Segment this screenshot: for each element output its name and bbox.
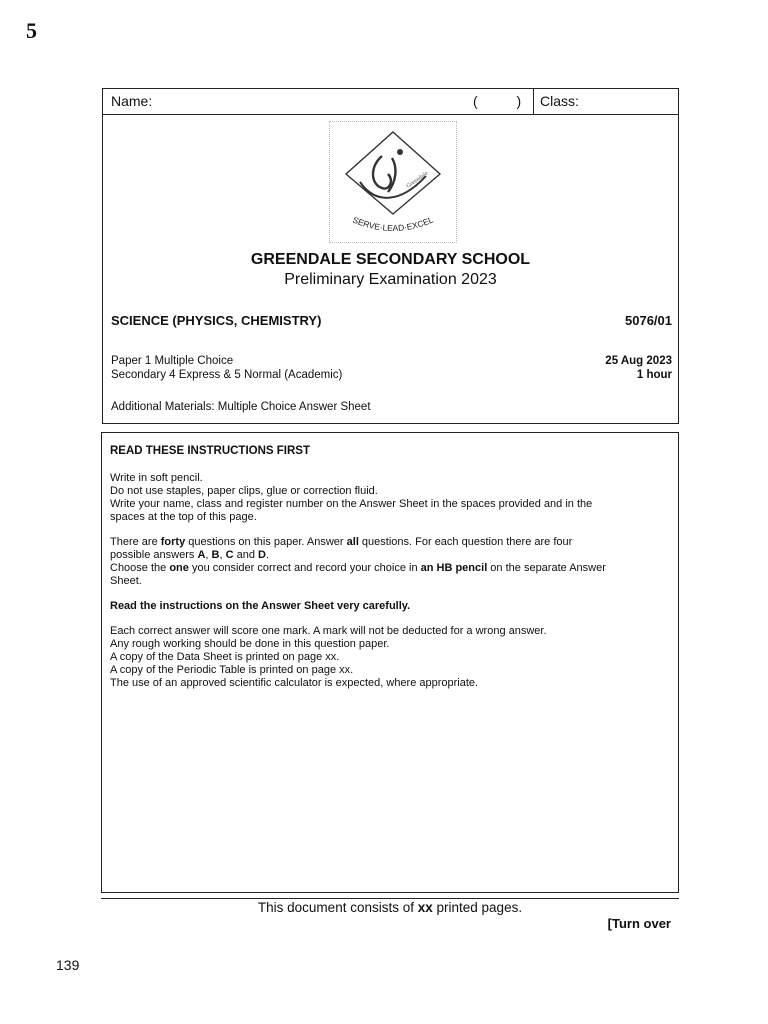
paper-code: 5076/01 xyxy=(625,313,672,328)
instructions-heading: READ THESE INSTRUCTIONS FIRST xyxy=(110,445,310,457)
school-logo xyxy=(329,121,457,243)
instruction-line: Write in soft pencil. xyxy=(110,472,203,484)
instruction-line: Read the instructions on the Answer Sheet very carefully. xyxy=(110,600,411,612)
instruction-line: Sheet. xyxy=(110,575,142,587)
instruction-line: A copy of the Data Sheet is printed on page xx. xyxy=(110,651,340,663)
date-duration xyxy=(605,354,672,382)
instruction-line: Choose the one you consider correct and record your choice in an HB pencil on the separate Answer xyxy=(110,562,606,574)
instruction-line: Each correct answer will score one mark. A mark will not be deducted for a wrong answer. xyxy=(110,625,547,637)
instruction-line: Do not use staples, paper clips, glue or correction fluid. xyxy=(110,485,378,497)
page-count-note: This document consists of xx printed pages. xyxy=(257,900,523,915)
cover-header-box xyxy=(102,88,679,424)
subject-title: SCIENCE (PHYSICS, CHEMISTRY) xyxy=(111,313,322,328)
instructions-para-1 xyxy=(110,472,670,524)
page-number: 5 xyxy=(26,18,37,43)
name-label: Name: xyxy=(111,93,153,109)
svg-text:SERVE·LEAD·EXCEL xyxy=(351,214,435,233)
name-class-row xyxy=(103,89,678,115)
paper-type: Paper 1 Multiple Choice xyxy=(111,355,234,367)
exam-title: Preliminary Examination 2023 xyxy=(284,271,497,288)
instruction-line: Write your name, class and register number on the Answer Sheet in the spaces provided and in the xyxy=(110,498,593,510)
instruction-line: The use of an approved scientific calculator is expected, where appropriate. xyxy=(110,677,479,689)
instructions-box xyxy=(101,432,679,893)
class-label: Class: xyxy=(533,89,579,114)
paper-details xyxy=(111,354,342,382)
school-name: GREENDALE SECONDARY SCHOOL xyxy=(250,251,531,268)
bottom-page-number: 139 xyxy=(56,957,80,973)
instruction-line: spaces at the top of this page. xyxy=(110,511,257,523)
instructions-para-2 xyxy=(110,536,670,588)
svg-text:Greendale: Greendale xyxy=(405,170,430,190)
exam-duration: 1 hour xyxy=(636,369,672,381)
instruction-line: Any rough working should be done in this question paper. xyxy=(110,638,390,650)
greendale-crest-icon xyxy=(330,122,456,242)
footer-divider xyxy=(101,898,679,899)
instructions-para-4 xyxy=(110,625,670,690)
register-number-paren: ( ) xyxy=(473,93,522,109)
level: Secondary 4 Express & 5 Normal (Academic) xyxy=(111,369,343,381)
instruction-line: possible answers A, B, C and D. xyxy=(110,549,270,561)
school-motto: SERVE·LEAD·EXCEL xyxy=(351,214,435,234)
exam-date: 25 Aug 2023 xyxy=(605,355,672,367)
instruction-line: There are forty questions on this paper. Answer all questions. For each question there are four xyxy=(110,536,573,548)
instructions-para-3 xyxy=(110,600,670,613)
turn-over: [Turn over xyxy=(607,916,671,931)
additional-materials: Additional Materials: Multiple Choice Answer Sheet xyxy=(111,401,371,413)
instruction-line: A copy of the Periodic Table is printed on page xx. xyxy=(110,664,354,676)
